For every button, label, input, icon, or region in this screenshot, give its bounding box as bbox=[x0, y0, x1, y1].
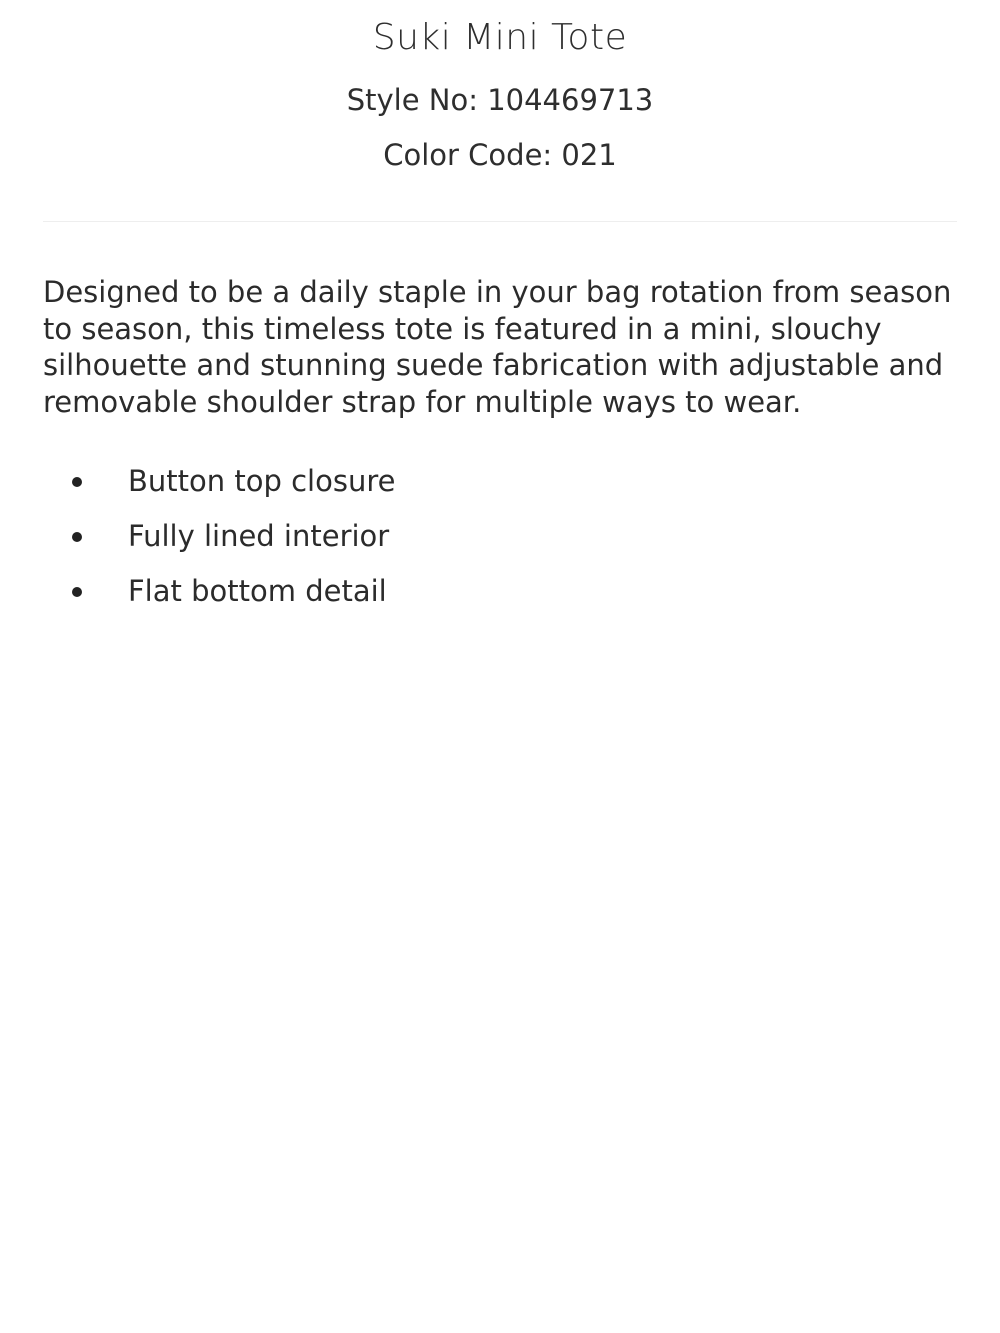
color-code: Color Code: 021 bbox=[383, 138, 617, 172]
divider bbox=[43, 221, 957, 222]
style-number: Style No: 104469713 bbox=[346, 83, 654, 117]
feature-item bbox=[43, 569, 395, 624]
feature-label: Flat bottom detail bbox=[128, 574, 387, 608]
feature-label: Fully lined interior bbox=[128, 519, 390, 553]
bullet-icon bbox=[72, 532, 82, 542]
feature-list bbox=[43, 459, 395, 624]
product-description: Designed to be a daily staple in your bag rotation from season to season, this timeless tote is featured in a mini, slouchy silhouette and stunning suede fabrication with adjustable and removable shoulder strap for multiple ways to wear. bbox=[43, 275, 952, 419]
bullet-icon bbox=[72, 587, 82, 597]
feature-item bbox=[43, 514, 395, 569]
bullet-icon bbox=[72, 477, 82, 487]
product-header bbox=[0, 0, 1000, 175]
product-title: Suki Mini Tote bbox=[372, 17, 628, 58]
feature-item bbox=[43, 459, 395, 514]
feature-label: Button top closure bbox=[128, 464, 396, 498]
